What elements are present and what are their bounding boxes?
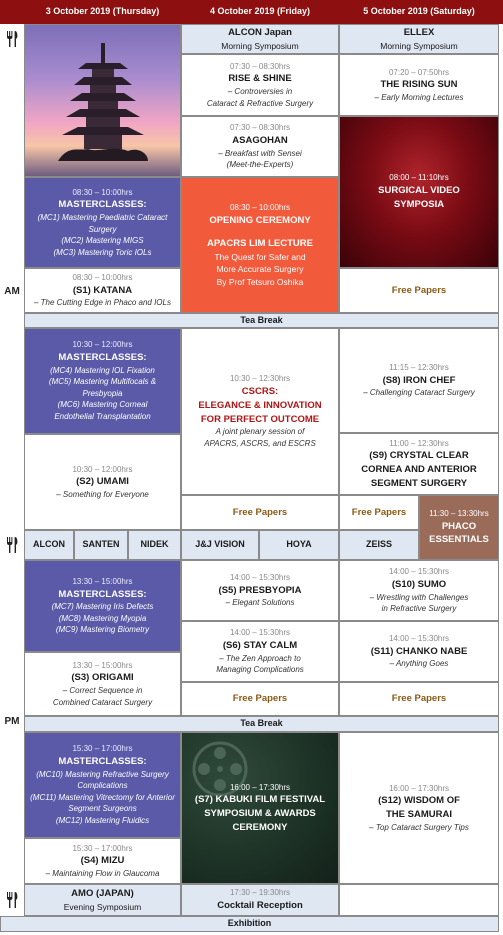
session-title: ASAGOHAN	[232, 134, 288, 146]
masterclass-item: (MC2) Mastering MIGS	[61, 236, 144, 246]
session-time: 14:00 – 15:30hrs	[388, 567, 450, 577]
session-time: 13:30 – 15:00hrs	[72, 576, 133, 586]
session-mizu[interactable]	[24, 838, 181, 884]
session-title: MASTERCLASSES:	[58, 199, 147, 211]
masterclass-item: (MC12) Mastering Fluidics	[55, 816, 150, 826]
amo-title: AMO (JAPAN)	[71, 887, 134, 899]
session-time: 14:00 – 15:30hrs	[229, 573, 291, 583]
free-papers-sat-am[interactable]	[339, 268, 499, 313]
day-header-friday: 4 October 2019 (Friday)	[181, 0, 339, 24]
session-title: MASTERCLASSES:	[58, 351, 147, 363]
session-title: OPENING CEREMONY	[209, 214, 311, 226]
session-title: (S6) STAY CALM	[222, 639, 298, 651]
masterclass-block-2[interactable]	[24, 328, 181, 434]
ellex-symposium[interactable]	[339, 24, 499, 54]
alcon-japan-sub: Morning Symposium	[221, 40, 299, 51]
free-papers-label: Free Papers	[351, 506, 407, 518]
session-time: 13:30 – 15:00hrs	[72, 660, 133, 670]
masterclass-item: (MC8) Mastering Myopia	[58, 613, 147, 623]
masterclass-item: (MC6) Mastering Corneal	[57, 400, 148, 410]
fork-knife-icon	[6, 536, 18, 554]
masterclass-item: (MC9) Mastering Biometry	[55, 625, 150, 635]
masterclass-item: Segment Surgeons	[68, 804, 137, 814]
session-title: SURGICAL VIDEO	[378, 185, 460, 197]
session-time: 08:30 – 10:00hrs	[72, 273, 133, 283]
session-time: 15:30 – 17:00hrs	[72, 744, 133, 754]
masterclass-item: Endothelial Transplantation	[54, 412, 151, 422]
session-title: RISE & SHINE	[228, 73, 292, 85]
free-papers-label: Free Papers	[391, 693, 447, 705]
session-desc: in Refractive Surgery	[381, 604, 457, 614]
masterclass-item: Complications	[77, 781, 128, 791]
session-presbyopia[interactable]	[181, 560, 339, 621]
session-surgical-video-symposia[interactable]	[339, 116, 499, 268]
session-desc: – The Zen Approach to	[219, 653, 301, 663]
ellex-title: ELLEX	[403, 26, 435, 38]
session-umami[interactable]	[24, 434, 181, 530]
amo-sub: Evening Symposium	[63, 901, 142, 912]
tea-break-am	[24, 313, 499, 328]
session-desc: – Breakfast with Sensei	[218, 148, 302, 158]
masterclass-item: Presbyopia	[82, 388, 123, 398]
free-papers-sat-midday[interactable]	[339, 495, 419, 530]
evening-empty-sat	[339, 884, 499, 916]
session-time: 16:00 – 17:30hrs	[388, 783, 450, 793]
session-desc: – Challenging Cataract Surgery	[363, 388, 475, 398]
session-title: (S11) CHANKO NABE	[370, 645, 468, 657]
session-stay-calm[interactable]	[181, 621, 339, 682]
session-desc: – Top Cataract Surgery Tips	[369, 822, 469, 832]
session-katana[interactable]	[24, 268, 181, 313]
alcon-japan-symposium[interactable]	[181, 24, 339, 54]
session-title: (S4) MIZU	[80, 855, 125, 867]
fork-knife-icon	[6, 891, 18, 909]
masterclass-item: (MC10) Mastering Refractive Surgery	[36, 769, 169, 779]
sponsor-alcon[interactable]: ALCON	[24, 530, 74, 560]
pm-label: PM	[0, 560, 24, 884]
session-title: MASTERCLASSES:	[58, 588, 147, 600]
session-asagohan[interactable]	[181, 116, 339, 177]
am-label: AM	[0, 54, 24, 530]
session-title: FOR PERFECT OUTCOME	[200, 413, 320, 425]
masterclass-block-4[interactable]	[24, 732, 181, 838]
session-title: (S8) IRON CHEF	[382, 374, 456, 386]
meal-slot-lunch	[0, 530, 24, 560]
session-time: 15:30 – 17:00hrs	[72, 843, 133, 853]
sponsor-jj-vision[interactable]: J&J VISION	[181, 530, 259, 560]
free-papers-label: Free Papers	[232, 693, 288, 705]
masterclass-block-1[interactable]	[24, 177, 181, 268]
session-opening-ceremony[interactable]	[181, 177, 339, 313]
masterclass-item: (MC4) Mastering IOL Fixation	[50, 365, 155, 375]
session-time: 11:30 – 13:30hrs	[429, 508, 489, 518]
session-desc: – Early Morning Lectures	[374, 92, 464, 102]
session-title: (S5) PRESBYOPIA	[218, 584, 302, 596]
session-title: SEGMENT SURGERY	[370, 477, 468, 489]
session-title: (S7) KABUKI FILM FESTIVAL	[194, 794, 326, 806]
session-desc: – The Cutting Edge in Phaco and IOLs	[34, 298, 171, 308]
session-time: 08:30 – 10:00hrs	[72, 187, 133, 197]
session-desc: – Wrestling with Challenges	[369, 592, 469, 602]
tea-break-label: Tea Break	[240, 718, 283, 729]
session-desc: – Elegant Solutions	[225, 598, 295, 608]
session-kabuki-film-festival[interactable]	[181, 732, 339, 884]
session-desc: Cataract & Refractive Surgery	[206, 98, 314, 108]
session-desc: The Quest for Safer and	[214, 252, 306, 263]
session-iron-chef[interactable]	[339, 328, 499, 433]
session-title: (S3) ORIGAMI	[71, 672, 134, 684]
session-title: CSCRS:	[241, 386, 279, 398]
session-title: (S9) CRYSTAL CLEAR	[369, 450, 469, 462]
alcon-japan-title: ALCON Japan	[228, 26, 292, 38]
session-origami[interactable]	[24, 652, 181, 716]
session-desc: – Correct Sequence in	[62, 686, 143, 696]
free-papers-label: Free Papers	[391, 284, 447, 296]
session-desc: – Anything Goes	[389, 659, 449, 669]
session-time: 16:00 – 17:30hrs	[229, 782, 291, 792]
pagoda-icon	[58, 41, 148, 161]
session-title: (S2) UMAMI	[76, 476, 129, 488]
masterclass-item: (MC7) Mastering Iris Defects	[51, 602, 154, 612]
session-desc: – Something for Everyone	[56, 489, 149, 499]
session-desc: – Maintaining Flow in Glaucoma	[45, 868, 160, 878]
session-title: ELEGANCE & INNOVATION	[198, 399, 322, 411]
session-title: MASTERCLASSES:	[58, 755, 147, 767]
masterclass-item: (MC3) Mastering Toric IOLs	[53, 247, 152, 257]
session-title: SYMPOSIUM & AWARDS	[204, 807, 316, 819]
sponsor-hoya[interactable]: HOYA	[259, 530, 339, 560]
session-time: 10:30 – 12:00hrs	[72, 464, 133, 474]
session-crystal-clear[interactable]	[339, 433, 499, 495]
day-header-thursday: 3 October 2019 (Thursday)	[24, 0, 181, 24]
exhibition-bar	[0, 916, 499, 932]
session-title: APACRS LIM LECTURE	[207, 238, 313, 250]
sponsor-zeiss[interactable]: ZEISS	[339, 530, 419, 560]
session-desc: (Meet-the-Experts)	[226, 160, 294, 170]
session-time: 14:00 – 15:30hrs	[229, 628, 291, 638]
session-desc: Managing Complications	[216, 665, 304, 675]
amo-japan-symposium[interactable]	[24, 884, 181, 916]
meal-slot-morning	[0, 24, 24, 54]
session-title: SYMPOSIA	[393, 198, 445, 210]
session-time: 08:30 – 10:00hrs	[229, 202, 291, 212]
session-title: Cocktail Reception	[217, 899, 303, 911]
session-time: 07:30 – 08:30hrs	[229, 123, 291, 133]
pagoda-image	[24, 24, 181, 177]
masterclass-block-3[interactable]	[24, 560, 181, 652]
session-cscrs[interactable]	[181, 328, 339, 495]
session-desc: By Prof Tetsuro Oshika	[216, 276, 304, 287]
free-papers-label: Free Papers	[232, 506, 288, 518]
session-title: (S10) SUMO	[391, 578, 447, 590]
session-desc: Combined Cataract Surgery	[52, 697, 153, 707]
masterclass-item: Surgery	[88, 224, 117, 234]
exhibition-label: Exhibition	[227, 918, 272, 929]
session-time: 17:30 – 19:30hrs	[229, 888, 291, 898]
cocktail-reception[interactable]	[181, 884, 339, 916]
masterclass-item: (MC11) Mastering Vitrectomy for Anterior	[30, 792, 175, 802]
fork-knife-icon	[6, 30, 18, 48]
session-time: 10:30 – 12:00hrs	[72, 340, 133, 350]
session-wisdom-of-the-samurai[interactable]	[339, 732, 499, 884]
session-phaco-essentials[interactable]	[419, 495, 499, 560]
session-rise-and-shine[interactable]	[181, 54, 339, 116]
free-papers-fri-pm[interactable]	[181, 682, 339, 716]
masterclass-item: (MC5) Mastering Multifocals &	[48, 377, 157, 387]
ellex-sub: Morning Symposium	[380, 40, 458, 51]
session-title: ESSENTIALS	[429, 534, 489, 546]
session-time: 11:15 – 12:30hrs	[389, 363, 449, 373]
session-time: 07:30 – 08:30hrs	[229, 61, 291, 71]
session-desc: A joint plenary session of	[215, 427, 305, 437]
session-title: THE RISING SUN	[380, 79, 458, 91]
session-time: 07:20 – 07:50hrs	[388, 67, 450, 77]
session-time: 10:30 – 12:30hrs	[229, 374, 291, 384]
session-title: CEREMONY	[232, 821, 288, 833]
day-header-saturday: 5 October 2019 (Saturday)	[339, 0, 499, 24]
sponsor-santen[interactable]: SANTEN	[74, 530, 128, 560]
tea-break-pm	[24, 716, 499, 732]
session-desc: – Controversies in	[227, 87, 293, 97]
free-papers-fri-midday[interactable]	[181, 495, 339, 530]
tea-break-label: Tea Break	[240, 314, 283, 325]
session-time: 11:00 – 12:30hrs	[389, 438, 449, 448]
session-sumo[interactable]	[339, 560, 499, 621]
session-chanko-nabe[interactable]	[339, 621, 499, 682]
session-title: PHACO	[441, 520, 477, 532]
meal-slot-evening	[0, 884, 24, 916]
session-desc: More Accurate Surgery	[216, 264, 304, 275]
session-time: 14:00 – 15:30hrs	[388, 634, 450, 644]
session-title: (S1) KATANA	[72, 284, 133, 296]
session-title: CORNEA AND ANTERIOR	[361, 463, 477, 475]
session-title: (S12) WISDOM OF	[378, 795, 460, 807]
session-desc: APACRS, ASCRS, and ESCRS	[204, 438, 316, 448]
free-papers-sat-pm[interactable]	[339, 682, 499, 716]
session-time: 08:00 – 11:10hrs	[389, 173, 449, 183]
session-rising-sun[interactable]	[339, 54, 499, 116]
session-title: THE SAMURAI	[386, 809, 452, 820]
sponsor-nidek[interactable]: NIDEK	[128, 530, 181, 560]
masterclass-item: (MC1) Mastering Paediatric Cataract	[37, 212, 168, 222]
